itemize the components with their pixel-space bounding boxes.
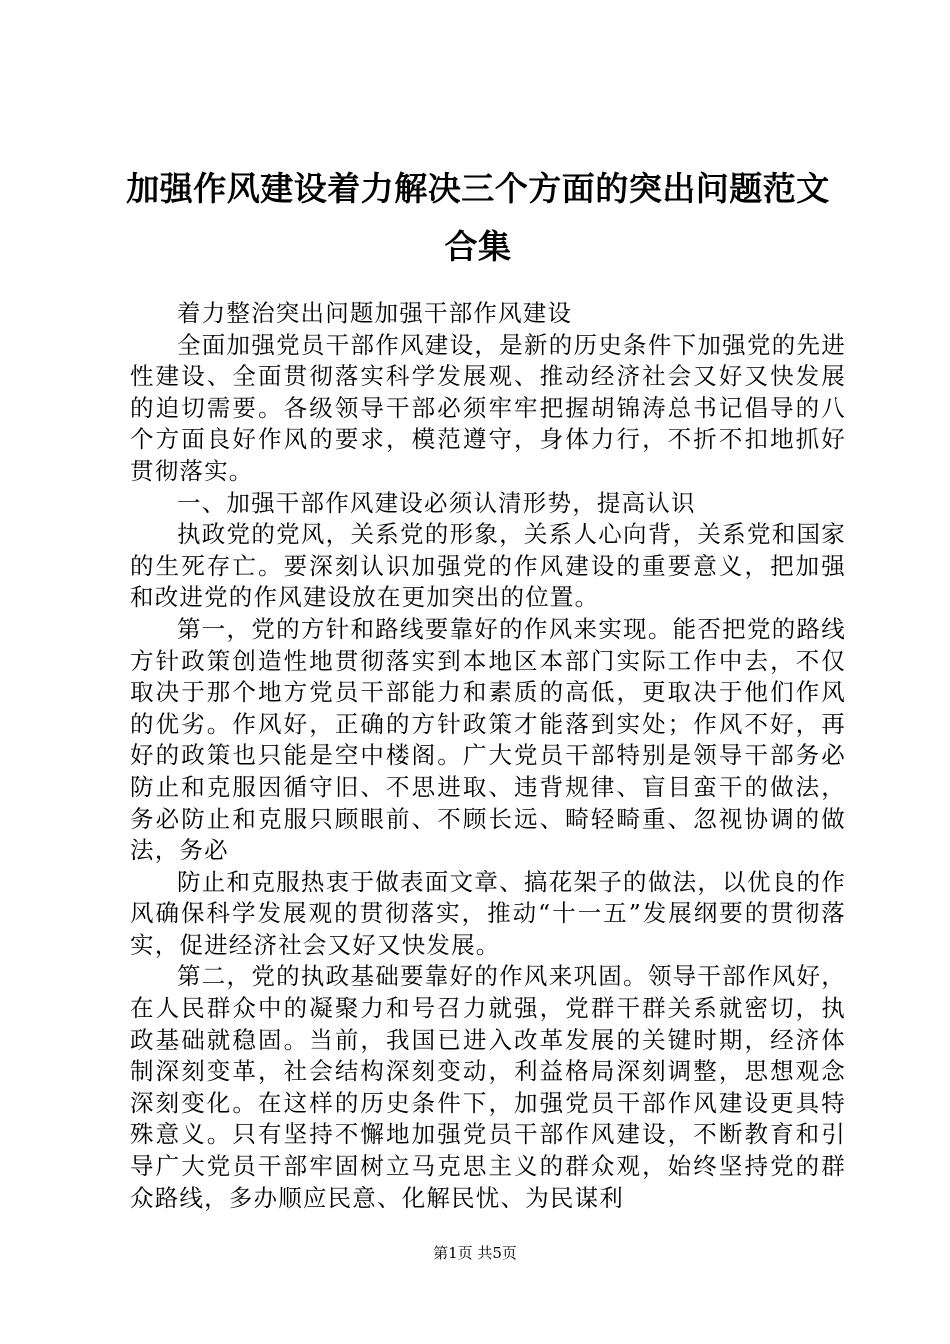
page-number-footer: 第1页 共5页 <box>433 1244 517 1262</box>
paragraph: 执政党的党风，关系党的形象，关系人心向背，关系党和国家的生死存亡。要深刻认识加强党的作风建设的重要意义，把加强和改进党的作风建设放在更加突出的位置。 <box>130 520 846 612</box>
document-title: 加强作风建设着力解决三个方面的突出问题范文合集 <box>126 169 830 266</box>
paragraph: 防止和克服热衷于做表面文章、搞花架子的做法，以优良的作风确保科学发展观的贯彻落实，推动“十一五”发展纲要的贯彻落实，促进经济社会又好又快发展。 <box>130 867 846 959</box>
subheading: 着力整治突出问题加强干部作风建设 <box>177 299 573 327</box>
document-body <box>130 298 846 1214</box>
paragraph: 全面加强党员干部作风建设，是新的历史条件下加强党的先进性建设、全面贯彻落实科学发展观、推动经济社会又好又快发展的迫切需要。各级领导干部必须牢牢把握胡锦涛总书记倡导的八个方面良好作风的要求，模范遵守，身体力行，不折不扣地抓好贯彻落实。 <box>130 330 846 485</box>
section-heading: 一、加强干部作风建设必须认清形势，提高认识 <box>177 488 696 517</box>
paragraph: 第二，党的执政基础要靠好的作风来巩固。领导干部作风好，在人民群众中的凝聚力和号召力就强，党群干群关系就密切，执政基础就稳固。当前，我国已进入改革发展的关键时期，经济体制深刻变革，社会结构深刻变动，利益格局深刻调整，思想观念深刻变化。在这样的历史条件下，加强党员干部作风建设更具特殊意义。只有坚持不懈地加强党员干部作风建设，不断教育和引导广大党员干部牢固树立马克思主义的群众观，始终坚持党的群众路线，多办顺应民意、化解民忧、为民谋利 <box>130 962 846 1212</box>
paragraph: 第一，党的方针和路线要靠好的作风来实现。能否把党的路线方针政策创造性地贯彻落实到本地区本部门实际工作中去，不仅取决于那个地方党员干部能力和素质的高低，更取决于他们作风的优劣。作风好，正确的方针政策才能落到实处；作风不好，再好的政策也只能是空中楼阁。广大党员干部特别是领导干部务必防止和克服因循守旧、不思进取、违背规律、盲目蛮干的做法，务必防止和克服只顾眼前、不顾长远、畸轻畸重、忽视协调的做法，务必 <box>130 614 846 865</box>
